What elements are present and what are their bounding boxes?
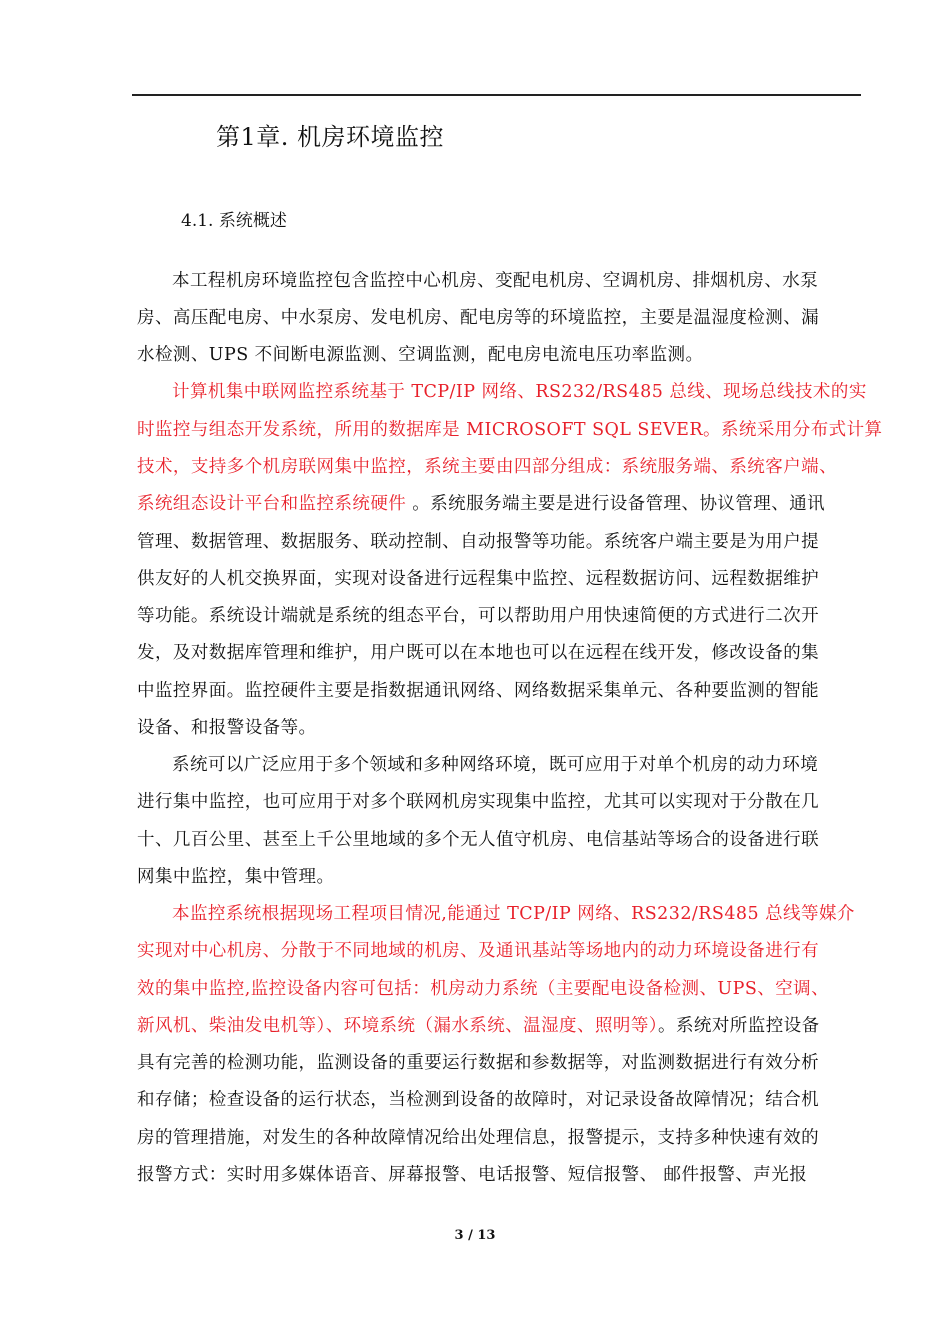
text-line: 和存储；检查设备的运行状态，当检测到设备的故障时，对记录设备故障情况；结合机	[137, 1090, 820, 1110]
plain-text: 。系统对所监控设备	[658, 1016, 820, 1036]
text-line: 水检测、UPS 不间断电源监测、空调监测，配电房电流电压功率监测。	[137, 345, 704, 365]
text-line: 系统可以广泛应用于多个领域和多种网络环境，既可应用于对单个机房的动力环境	[172, 755, 819, 775]
chapter-title: 第1章. 机房环境监控	[216, 123, 445, 151]
highlighted-text: 新风机、柴油发电机等）、环境系统（漏水系统、温湿度、照明等）	[137, 1016, 658, 1036]
text-line: 等功能。系统设计端就是系统的组态平台，可以帮助用户用快速简便的方式进行二次开	[137, 606, 820, 626]
text-line: 具有完善的检测功能，监测设备的重要运行数据和参数据等，对监测数据进行有效分析	[137, 1053, 820, 1073]
text-line: 中监控界面。监控硬件主要是指数据通讯网络、网络数据采集单元、各种要监测的智能	[137, 681, 820, 701]
text-line: 计算机集中联网监控系统基于 TCP/IP 网络、RS232/RS485 总线、现场总线技术的实	[172, 382, 867, 402]
plain-text: 。系统服务端主要是进行设备管理、协议管理、通讯	[406, 494, 826, 514]
text-line: 实现对中心机房、分散于不同地域的机房、及通讯基站等场地内的动力环境设备进行有	[137, 941, 820, 961]
page-number: 3 / 13	[454, 1228, 496, 1243]
highlighted-text: 系统组态设计平台和监控系统硬件	[137, 494, 407, 514]
section-title: 4.1. 系统概述	[181, 211, 287, 231]
text-line: 进行集中监控，也可应用于对多个联网机房实现集中监控，尤其可以实现对于分散在几	[137, 792, 820, 812]
text-line: 技术，支持多个机房联网集中监控，系统主要由四部分组成：系统服务端、系统客户端、	[137, 457, 838, 477]
text-line	[137, 1014, 820, 1038]
text-line: 房、高压配电房、中水泵房、发电机房、配电房等的环境监控，主要是温湿度检测、漏	[137, 308, 820, 328]
text-line: 时监控与组态开发系统，所用的数据库是 MICROSOFT SQL SEVER。系统采用分布式计算	[137, 420, 883, 440]
text-line: 本工程机房环境监控包含监控中心机房、变配电机房、空调机房、排烟机房、水泵	[172, 271, 819, 291]
text-line: 设备、和报警设备等。	[137, 718, 317, 738]
text-line: 房的管理措施，对发生的各种故障情况给出处理信息，报警提示，支持多种快速有效的	[137, 1128, 820, 1148]
text-line: 管理、数据管理、数据服务、联动控制、自动报警等功能。系统客户端主要是为用户提	[137, 532, 820, 552]
text-line	[137, 492, 825, 516]
header-rule	[132, 94, 861, 96]
text-line: 十、几百公里、甚至上千公里地域的多个无人值守机房、电信基站等场合的设备进行联	[137, 830, 820, 850]
text-line: 效的集中监控,监控设备内容可包括：机房动力系统（主要配电设备检测、UPS、空调、	[137, 979, 830, 999]
text-line: 网集中监控，集中管理。	[137, 867, 335, 887]
text-line: 报警方式：实时用多媒体语音、屏幕报警、电话报警、短信报警、 邮件报警、声光报	[137, 1165, 808, 1185]
text-line: 供友好的人机交换界面，实现对设备进行远程集中监控、远程数据访问、远程数据维护	[137, 569, 820, 589]
text-line: 本监控系统根据现场工程项目情况,能通过 TCP/IP 网络、RS232/RS485 总线等媒介	[172, 904, 855, 924]
text-line: 发，及对数据库管理和维护，用户既可以在本地也可以在远程在线开发，修改设备的集	[137, 643, 820, 663]
